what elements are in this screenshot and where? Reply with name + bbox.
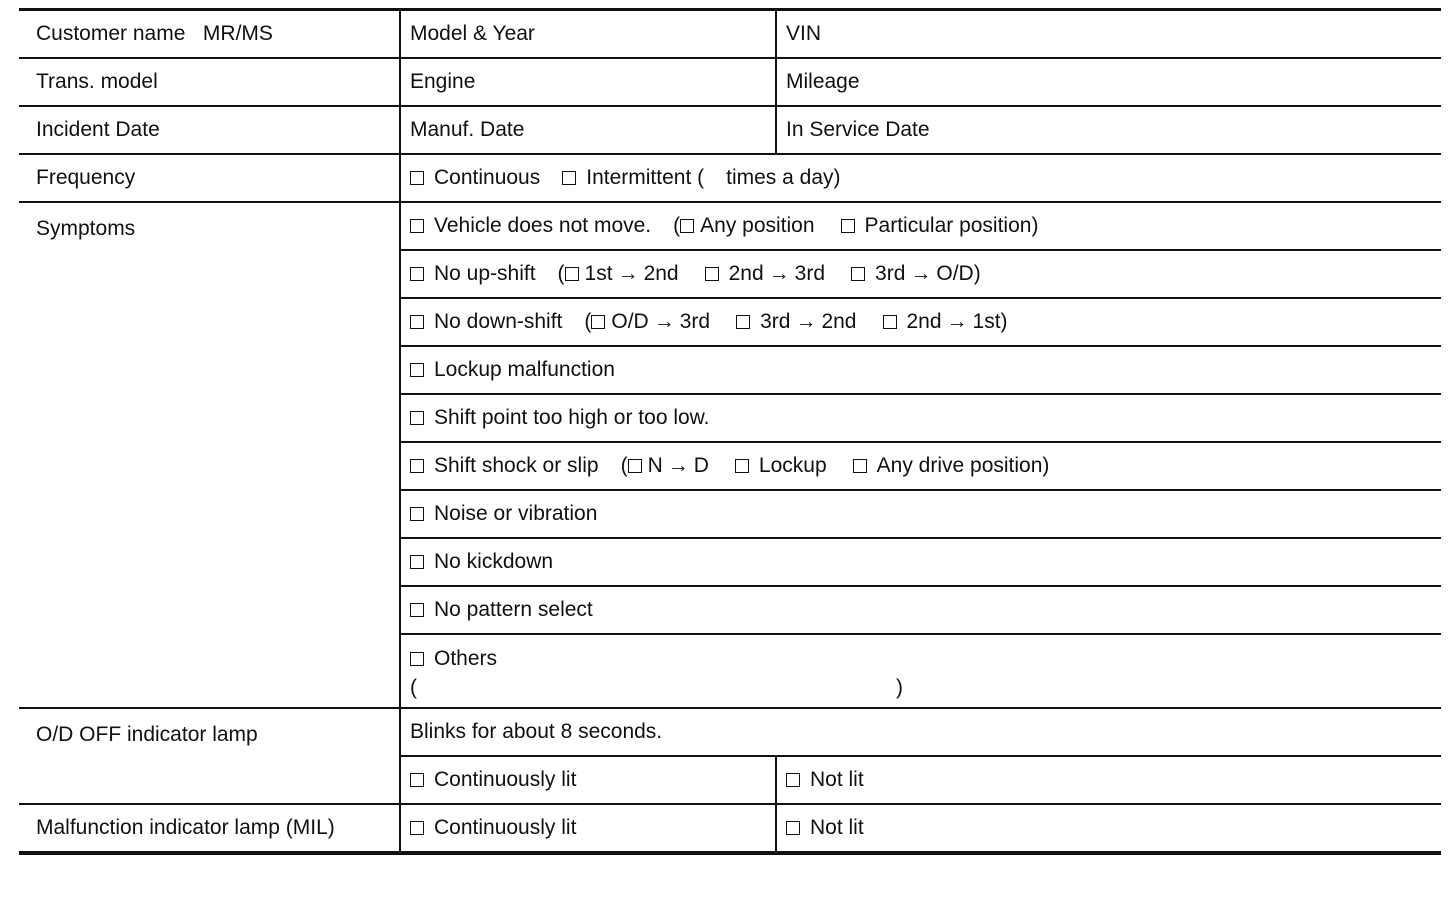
mil-cont-lit-cell [400,804,776,853]
od-cont-lit-label: Continuously lit [434,768,577,792]
trans-model-cell[interactable] [19,58,400,106]
gear-to: 2nd [821,310,857,334]
any-position-label: Any position [700,214,815,238]
arrow-right-icon: → [667,454,689,478]
upshift-3rd-od-checkbox[interactable] [851,267,865,281]
times-a-day-label: times a day) [726,166,841,190]
no-downshift-checkbox[interactable] [410,315,424,329]
intermittent-label: Intermittent ( [586,166,705,190]
kickdown-cell [400,538,1441,586]
any-position-checkbox[interactable] [680,219,694,233]
noise-cell [400,490,1441,538]
pattern-select-cell [400,586,1441,634]
incident-date-cell[interactable] [19,106,400,154]
noise-label: Noise or vibration [434,502,598,526]
gear-to: 3rd [794,262,826,286]
diagnostic-worksheet-table [19,8,1441,855]
od-not-lit-cell [776,756,1441,804]
pattern-select-checkbox[interactable] [410,603,424,617]
upshift-1st-2nd-checkbox[interactable] [565,267,579,281]
gear-from: 2nd [728,262,764,286]
incident-row [19,106,1441,154]
symptoms-label: Symptoms [36,217,136,240]
mil-label: Malfunction indicator lamp (MIL) [36,816,335,840]
mil-cont-lit-label: Continuously lit [434,816,577,840]
paren-open: ( [584,310,592,334]
arrow-right-icon: → [653,310,675,334]
od-cont-lit-cell [400,756,776,804]
paren-open: ( [620,454,628,478]
symptom-row [19,202,1441,250]
frequency-label: Frequency [36,166,136,190]
gear-from: 2nd [906,310,942,334]
vin-cell[interactable] [776,10,1441,59]
kickdown-label: No kickdown [434,550,554,574]
customer-name-cell[interactable] [19,10,400,59]
shock-lockup-label: Lockup [758,454,827,478]
no-move-label: Vehicle does not move. [434,214,652,238]
gear-to: 3rd [679,310,711,334]
shock-any-drive-checkbox[interactable] [853,459,867,473]
gear-to: O/D) [936,262,981,286]
arrow-right-icon: → [795,310,817,334]
others-checkbox[interactable] [410,652,424,666]
shock-n-d-checkbox[interactable] [628,459,642,473]
model-year-label: Model & Year [410,22,535,46]
arrow-right-icon: → [617,262,639,286]
shift-point-label: Shift point too high or too low. [434,406,710,430]
no-upshift-label: No up-shift [434,262,536,286]
trans-model-label: Trans. model [36,70,158,94]
in-service-date-cell[interactable] [776,106,1441,154]
vin-label: VIN [786,22,822,46]
no-downshift-cell [400,298,1441,346]
continuous-checkbox[interactable] [410,171,424,185]
od-not-lit-label: Not lit [810,768,864,792]
gear-from: 3rd [760,310,791,334]
frequency-row [19,154,1441,202]
mileage-label: Mileage [786,70,860,94]
od-lamp-label: O/D OFF indicator lamp [36,723,258,746]
frequency-label-cell [19,154,400,202]
gear-to: 2nd [643,262,679,286]
manuf-date-label: Manuf. Date [410,118,525,142]
mil-label-cell [19,804,400,853]
model-year-cell[interactable] [400,10,776,59]
mil-row [19,804,1441,853]
lockup-malfunction-cell [400,346,1441,394]
engine-label: Engine [410,70,476,94]
intermittent-checkbox[interactable] [562,171,576,185]
shock-lockup-checkbox[interactable] [735,459,749,473]
downshift-od-3rd-checkbox[interactable] [591,315,605,329]
incident-date-label: Incident Date [36,118,160,142]
noise-checkbox[interactable] [410,507,424,521]
arrow-right-icon: → [910,262,932,286]
lockup-malfunction-checkbox[interactable] [410,363,424,377]
shift-shock-label: Shift shock or slip [434,454,599,478]
frequency-options-cell [400,154,1441,202]
arrow-right-icon: → [946,310,968,334]
no-downshift-label: No down-shift [434,310,563,334]
shift-shock-cell [400,442,1441,490]
any-drive-position-label: Any drive position) [876,454,1050,478]
od-cont-lit-checkbox[interactable] [410,773,424,787]
continuous-label: Continuous [434,166,541,190]
od-not-lit-checkbox[interactable] [786,773,800,787]
kickdown-checkbox[interactable] [410,555,424,569]
engine-cell[interactable] [400,58,776,106]
od-blinks-label: Blinks for about 8 seconds. [410,720,663,744]
mil-not-lit-cell [776,804,1441,853]
paren-open: ( [557,262,565,286]
others-label: Others [434,647,498,670]
gear-from: N [647,454,663,478]
mileage-cell[interactable] [776,58,1441,106]
trans-row [19,58,1441,106]
customer-row [19,10,1441,59]
others-paren-open: ( [410,676,417,700]
customer-name-label: Customer name [36,22,186,46]
downshift-2nd-1st-checkbox[interactable] [883,315,897,329]
od-lamp-row [19,708,1441,756]
paren-open: ( [673,214,681,238]
arrow-right-icon: → [768,262,790,286]
symptoms-label-cell [19,202,400,708]
upshift-2nd-3rd-checkbox[interactable] [705,267,719,281]
gear-from: O/D [611,310,649,334]
pattern-select-label: No pattern select [434,598,593,622]
shift-point-cell [400,394,1441,442]
particular-position-checkbox[interactable] [841,219,855,233]
manuf-date-cell[interactable] [400,106,776,154]
mil-cont-lit-checkbox[interactable] [410,821,424,835]
gear-from: 1st [584,262,613,286]
lockup-malfunction-label: Lockup malfunction [434,358,615,382]
others-paren-close: ) [896,676,903,700]
no-upshift-checkbox[interactable] [410,267,424,281]
gear-to: D [693,454,709,478]
no-move-checkbox[interactable] [410,219,424,233]
no-move-cell [400,202,1441,250]
mil-not-lit-label: Not lit [810,816,864,840]
gear-from: 3rd [875,262,906,286]
shift-shock-checkbox[interactable] [410,459,424,473]
od-lamp-label-cell [19,708,400,804]
mil-not-lit-checkbox[interactable] [786,821,800,835]
in-service-date-label: In Service Date [786,118,930,142]
downshift-3rd-2nd-checkbox[interactable] [736,315,750,329]
shift-point-checkbox[interactable] [410,411,424,425]
others-cell [400,634,1441,708]
od-blinks-cell [400,708,1441,756]
no-upshift-cell [400,250,1441,298]
salutation-label: MR/MS [202,22,273,46]
others-text-field[interactable] [410,676,1441,699]
gear-to: 1st) [972,310,1008,334]
particular-position-label: Particular position) [864,214,1039,238]
